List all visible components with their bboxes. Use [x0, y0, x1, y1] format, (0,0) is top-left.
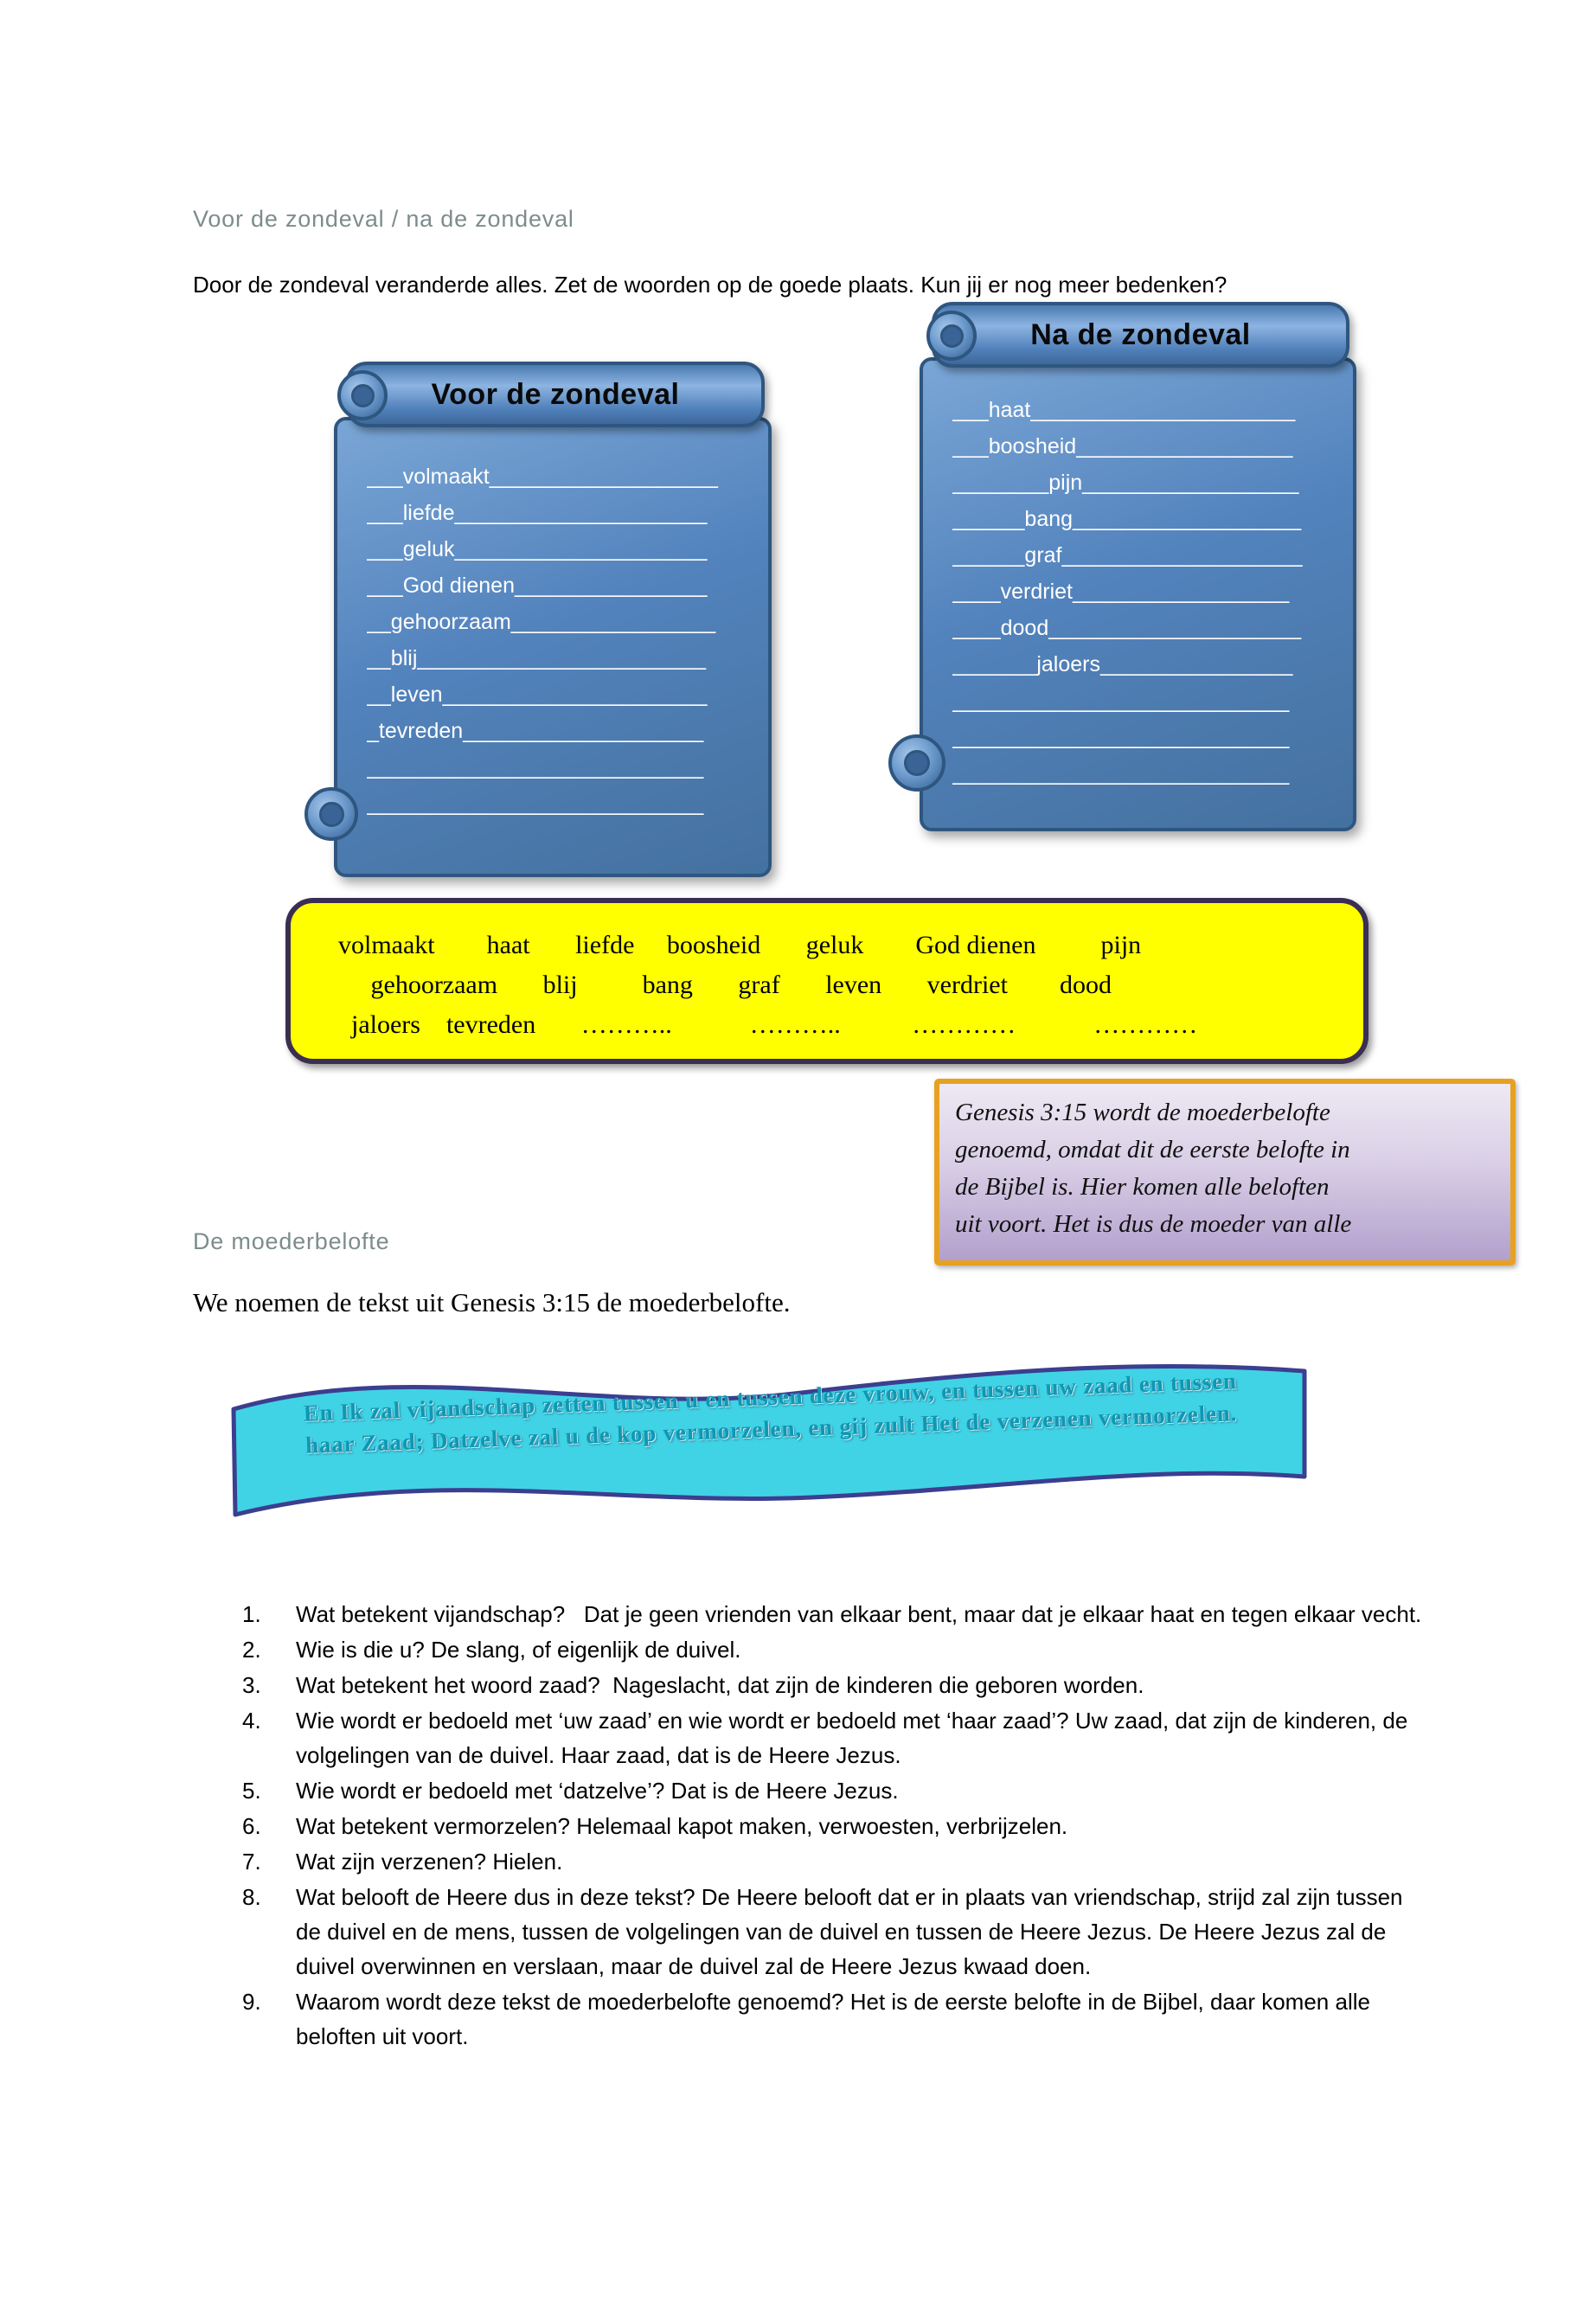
question-text: Wat belooft de Heere dus in deze tekst? De Heere belooft dat er in plaats van vriendschap, strijd zal zijn tussen de duivel en de mens, tussen de volgelingen van de duivel en tussen de Heere Jezus. De Heere Jezus zal de duivel overwinnen en verslaan, maar de duivel zal de Heere Jezus kwaad doen. — [296, 1884, 1409, 1979]
scroll-line: ____________________________ — [952, 689, 1290, 713]
word-bank-line: gehoorzaam blij bang graf leven verdriet dood — [338, 971, 1112, 999]
scroll-curl-icon — [926, 311, 977, 361]
moederbelofte-note — [934, 1079, 1516, 1266]
scroll-line: __gehoorzaam_________________ — [367, 610, 716, 634]
word-bank-line: volmaakt haat liefde boosheid geluk God dienen pijn — [338, 931, 1142, 959]
question-item — [242, 1773, 1426, 1808]
question-number: 2. — [242, 1637, 261, 1663]
question-number: 7. — [242, 1849, 261, 1875]
scroll-line: ____dood_____________________ — [952, 616, 1302, 640]
question-item — [242, 1632, 1426, 1667]
scroll-line: ____________________________ — [367, 792, 704, 816]
question-text: Wie wordt er bedoeld met ‘uw zaad’ en wie wordt er bedoeld met ‘haar zaad’? Uw zaad, dat zijn de kinderen, de volgelingen van de duivel. Haar zaad, dat is de Heere Jezus. — [296, 1708, 1414, 1768]
scroll-after-body — [920, 357, 1356, 831]
question-item — [242, 1703, 1426, 1772]
question-number: 9. — [242, 1989, 261, 2015]
scroll-line: ___haat______________________ — [952, 398, 1296, 422]
note-line: Genesis 3:15 wordt de moederbelofte — [955, 1099, 1330, 1126]
question-text: Wat betekent het woord zaad? Nageslacht, dat zijn de kinderen die geboren worden. — [296, 1672, 1144, 1698]
scroll-before-title: Voor de zondeval — [431, 377, 680, 411]
question-number: 6. — [242, 1813, 261, 1839]
scroll-line: ___liefde_____________________ — [367, 501, 708, 525]
question-item — [242, 1984, 1426, 2054]
scroll-curl-icon — [337, 370, 388, 420]
questions-list — [242, 1597, 1426, 2054]
question-text: Wat zijn verzenen? Hielen. — [296, 1849, 563, 1875]
scroll-line: ______bang___________________ — [952, 507, 1302, 531]
scroll-after-title: Na de zondeval — [1030, 317, 1251, 351]
scroll-before-body — [334, 417, 772, 877]
question-item — [242, 1844, 1426, 1879]
scroll-na-de-zondeval — [920, 302, 1356, 831]
page-title: Voor de zondeval / na de zondeval — [193, 206, 574, 232]
question-text: Wie is die u? De slang, of eigenlijk de duivel. — [296, 1637, 741, 1663]
scroll-curl-icon — [888, 734, 945, 792]
scroll-line: ____________________________ — [952, 761, 1290, 785]
question-number: 4. — [242, 1708, 261, 1734]
word-bank — [285, 898, 1368, 1064]
scroll-line: ________pijn__________________ — [952, 471, 1299, 495]
scroll-after-banner — [932, 302, 1349, 368]
scroll-line: _tevreden____________________ — [367, 719, 704, 743]
scroll-line: ___geluk_____________________ — [367, 537, 708, 561]
scroll-before-banner — [346, 362, 765, 427]
question-text: Wat betekent vijandschap? Dat je geen vrienden van elkaar bent, maar dat je elkaar haat en tegen elkaar vecht. — [296, 1601, 1422, 1627]
scroll-line: __leven______________________ — [367, 683, 708, 707]
intro-text: Door de zondeval veranderde alles. Zet de woorden op de goede plaats. Kun jij er nog meer bedenken? — [193, 272, 1227, 298]
moederbelofte-intro: We noemen de tekst uit Genesis 3:15 de moederbelofte. — [193, 1287, 791, 1317]
scroll-line: ___boosheid__________________ — [952, 434, 1293, 458]
scroll-line: ______graf____________________ — [952, 543, 1303, 567]
question-text: Wie wordt er bedoeld met ‘datzelve’? Dat is de Heere Jezus. — [296, 1778, 899, 1804]
verse-text: En Ik zal vijandschap zetten tussen u en tussen deze vrouw, en tussen uw zaad en tussen haar Zaad; Datzelve zal u de kop vermorzelen, en gij zult Het de verzenen vermorzelen. — [303, 1368, 1238, 1458]
note-line: de Bijbel is. Hier komen alle beloften — [955, 1173, 1330, 1201]
question-number: 5. — [242, 1778, 261, 1804]
question-text: Waarom wordt deze tekst de moederbelofte genoemd? Het is de eerste belofte in de Bijbel, daar komen alle beloften uit voort. — [296, 1989, 1377, 2049]
note-line: uit voort. Het is dus de moeder van alle — [955, 1210, 1352, 1238]
question-item — [242, 1597, 1426, 1631]
section-title-moederbelofte: De moederbelofte — [193, 1228, 390, 1254]
question-item — [242, 1668, 1426, 1702]
scroll-line: ___volmaakt___________________ — [367, 465, 718, 489]
word-bank-line: jaloers tevreden ……….. ……….. ………… ………… — [338, 1010, 1198, 1039]
scroll-line: __blij________________________ — [367, 646, 707, 670]
question-item — [242, 1809, 1426, 1843]
scroll-line: _______jaloers________________ — [952, 652, 1293, 676]
scroll-line: ____verdriet__________________ — [952, 580, 1290, 604]
question-item — [242, 1880, 1426, 1984]
question-number: 8. — [242, 1884, 261, 1910]
note-line: genoemd, omdat dit de eerste belofte in — [955, 1136, 1350, 1163]
scroll-line: ____________________________ — [367, 755, 704, 779]
scroll-line: ___God dienen________________ — [367, 574, 708, 598]
question-number: 1. — [242, 1601, 261, 1627]
question-text: Wat betekent vermorzelen? Helemaal kapot maken, verwoesten, verbrijzelen. — [296, 1813, 1068, 1839]
scroll-curl-icon — [304, 787, 358, 841]
question-number: 3. — [242, 1672, 261, 1698]
scroll-line: ____________________________ — [952, 725, 1290, 749]
verse-banner — [223, 1336, 1315, 1554]
scroll-voor-de-zondeval — [334, 362, 772, 877]
